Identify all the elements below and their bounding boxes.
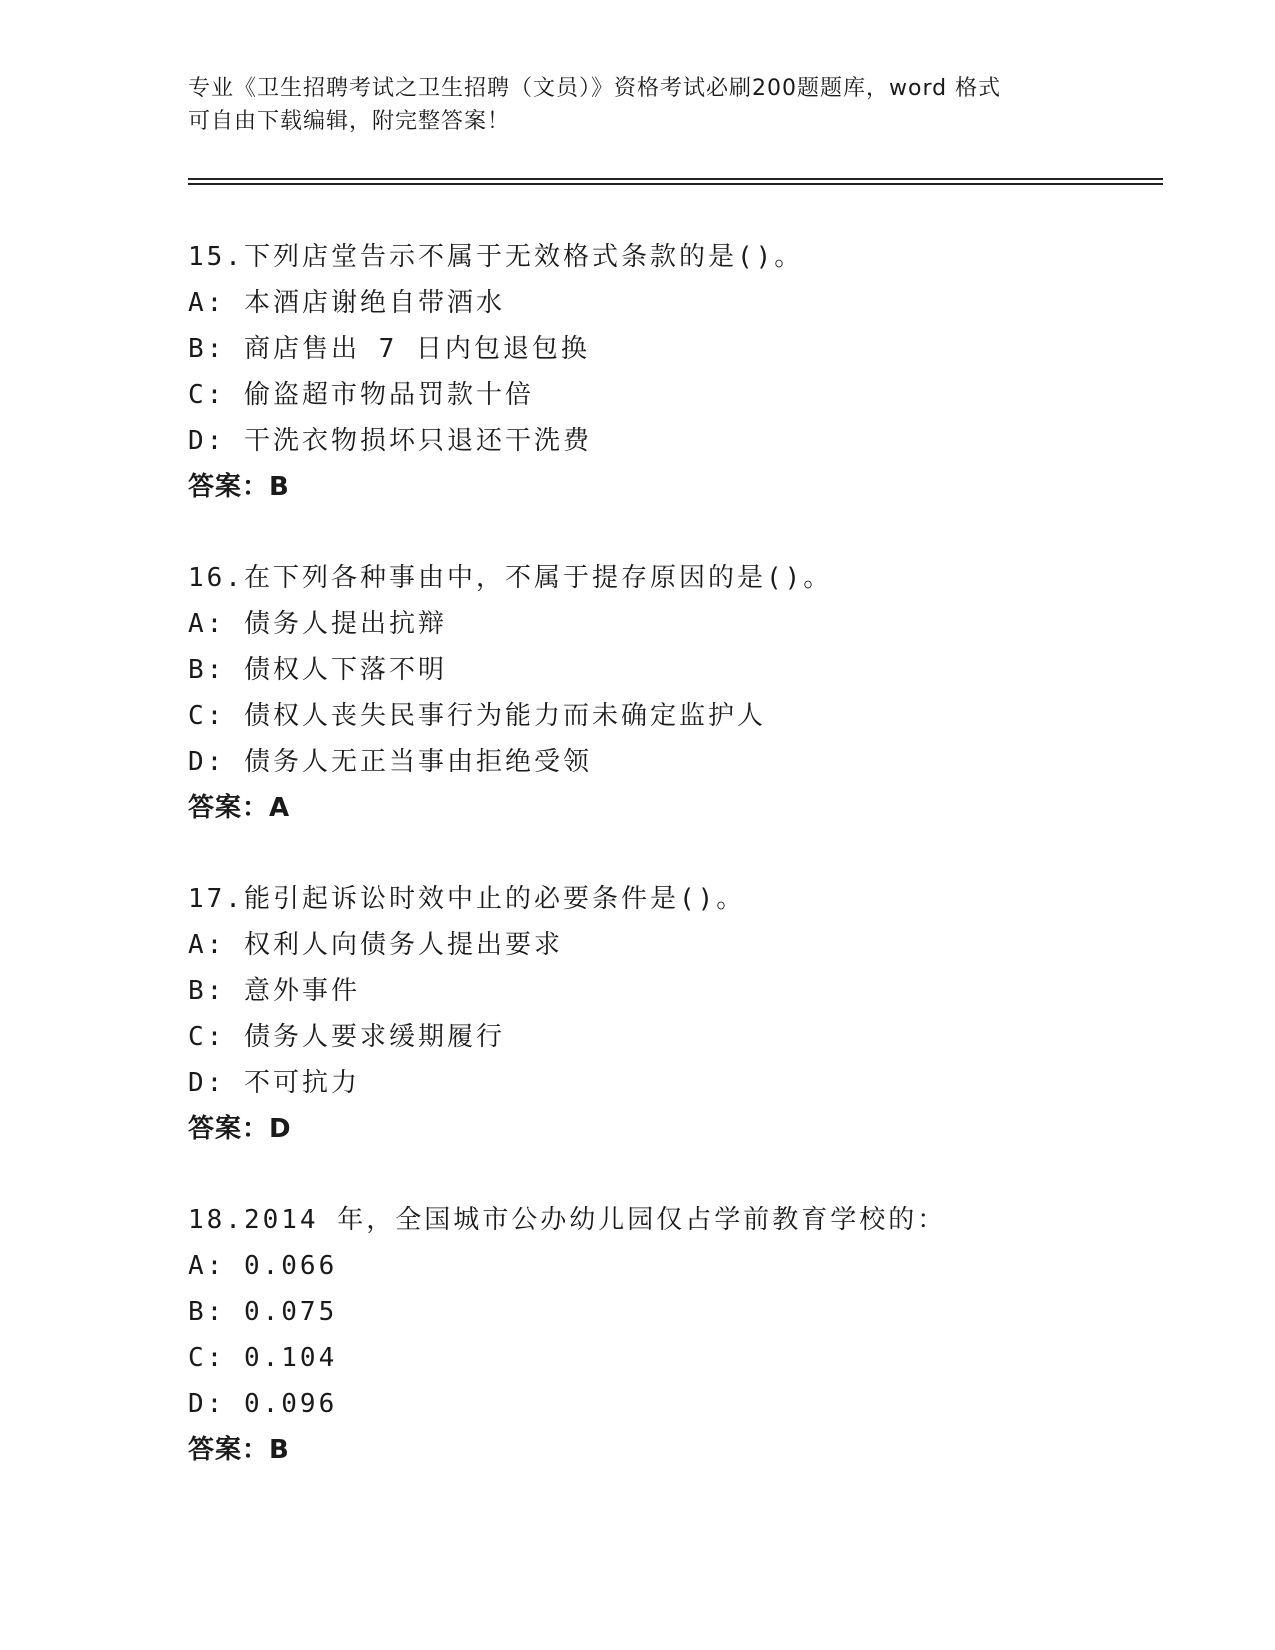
answer-line: 答案：B [188, 472, 290, 502]
question-stem: 17.能引起诉讼时效中止的必要条件是()。 [188, 884, 746, 914]
option-text: 意外事件 [225, 976, 360, 1006]
question-stem: 15.下列店堂告示不属于无效格式条款的是()。 [188, 242, 804, 272]
option-d [188, 1060, 1188, 1106]
option-letter: A: [188, 930, 226, 960]
option-text: 商店售出 7 日内包退包换 [225, 334, 590, 364]
option-letter: B: [188, 1297, 226, 1327]
option-letter: D: [188, 1389, 226, 1419]
option-b [188, 647, 1188, 693]
option-letter: C: [188, 380, 226, 410]
option-c [188, 693, 1188, 739]
header-title-line-1: 专业《卫生招聘考试之卫生招聘（文员）》资格考试必刷200题题库，word 格式 [188, 76, 1002, 101]
option-letter: C: [188, 1022, 226, 1052]
option-letter: B: [188, 655, 226, 685]
question-16 [188, 555, 1188, 876]
option-text: 不可抗力 [225, 1068, 360, 1098]
question-17 [188, 876, 1188, 1197]
answer-line: 答案：B [188, 1435, 290, 1465]
question-stem: 16.在下列各种事由中，不属于提存原因的是()。 [188, 563, 833, 593]
header-title-line-2: 可自由下载编辑，附完整答案！ [188, 109, 511, 134]
option-letter: D: [188, 1068, 226, 1098]
option-text: 债务人要求缓期履行 [225, 1022, 505, 1052]
option-letter: B: [188, 334, 226, 364]
option-d [188, 1381, 1188, 1427]
question-15 [188, 234, 1188, 555]
option-letter: A: [188, 1251, 226, 1281]
option-a [188, 601, 1188, 647]
option-d [188, 418, 1188, 464]
question-18 [188, 1197, 1188, 1518]
option-text: 干洗衣物损坏只退还干洗费 [225, 426, 592, 456]
option-c [188, 1014, 1188, 1060]
option-letter: C: [188, 701, 226, 731]
header-divider-bottom [188, 183, 1163, 185]
option-b [188, 326, 1188, 372]
option-text: 债权人丧失民事行为能力而未确定监护人 [225, 701, 766, 731]
header-divider-top [188, 178, 1163, 180]
question-stem: 18.2014 年，全国城市公办幼儿园仅占学前教育学校的： [188, 1205, 947, 1235]
option-text: 权利人向债务人提出要求 [225, 930, 563, 960]
answer-line: 答案：D [188, 1114, 292, 1144]
document-header [188, 72, 1088, 138]
option-text: 本酒店谢绝自带酒水 [225, 288, 505, 318]
option-a [188, 922, 1188, 968]
answer-line: 答案：A [188, 793, 291, 823]
option-c [188, 1335, 1188, 1381]
option-text: 0.066 [225, 1251, 338, 1281]
option-letter: B: [188, 976, 226, 1006]
option-a [188, 280, 1188, 326]
option-text: 债务人提出抗辩 [225, 609, 447, 639]
question-list [188, 234, 1188, 1518]
option-text: 偷盗超市物品罚款十倍 [225, 380, 534, 410]
option-b [188, 968, 1188, 1014]
option-a [188, 1243, 1188, 1289]
option-text: 0.075 [225, 1297, 338, 1327]
option-letter: C: [188, 1343, 226, 1373]
option-b [188, 1289, 1188, 1335]
option-text: 0.096 [225, 1389, 338, 1419]
option-d [188, 739, 1188, 785]
option-letter: A: [188, 609, 226, 639]
option-text: 债务人无正当事由拒绝受领 [225, 747, 592, 777]
option-letter: A: [188, 288, 226, 318]
option-c [188, 372, 1188, 418]
option-letter: D: [188, 747, 226, 777]
option-text: 债权人下落不明 [225, 655, 447, 685]
option-letter: D: [188, 426, 226, 456]
option-text: 0.104 [225, 1343, 338, 1373]
